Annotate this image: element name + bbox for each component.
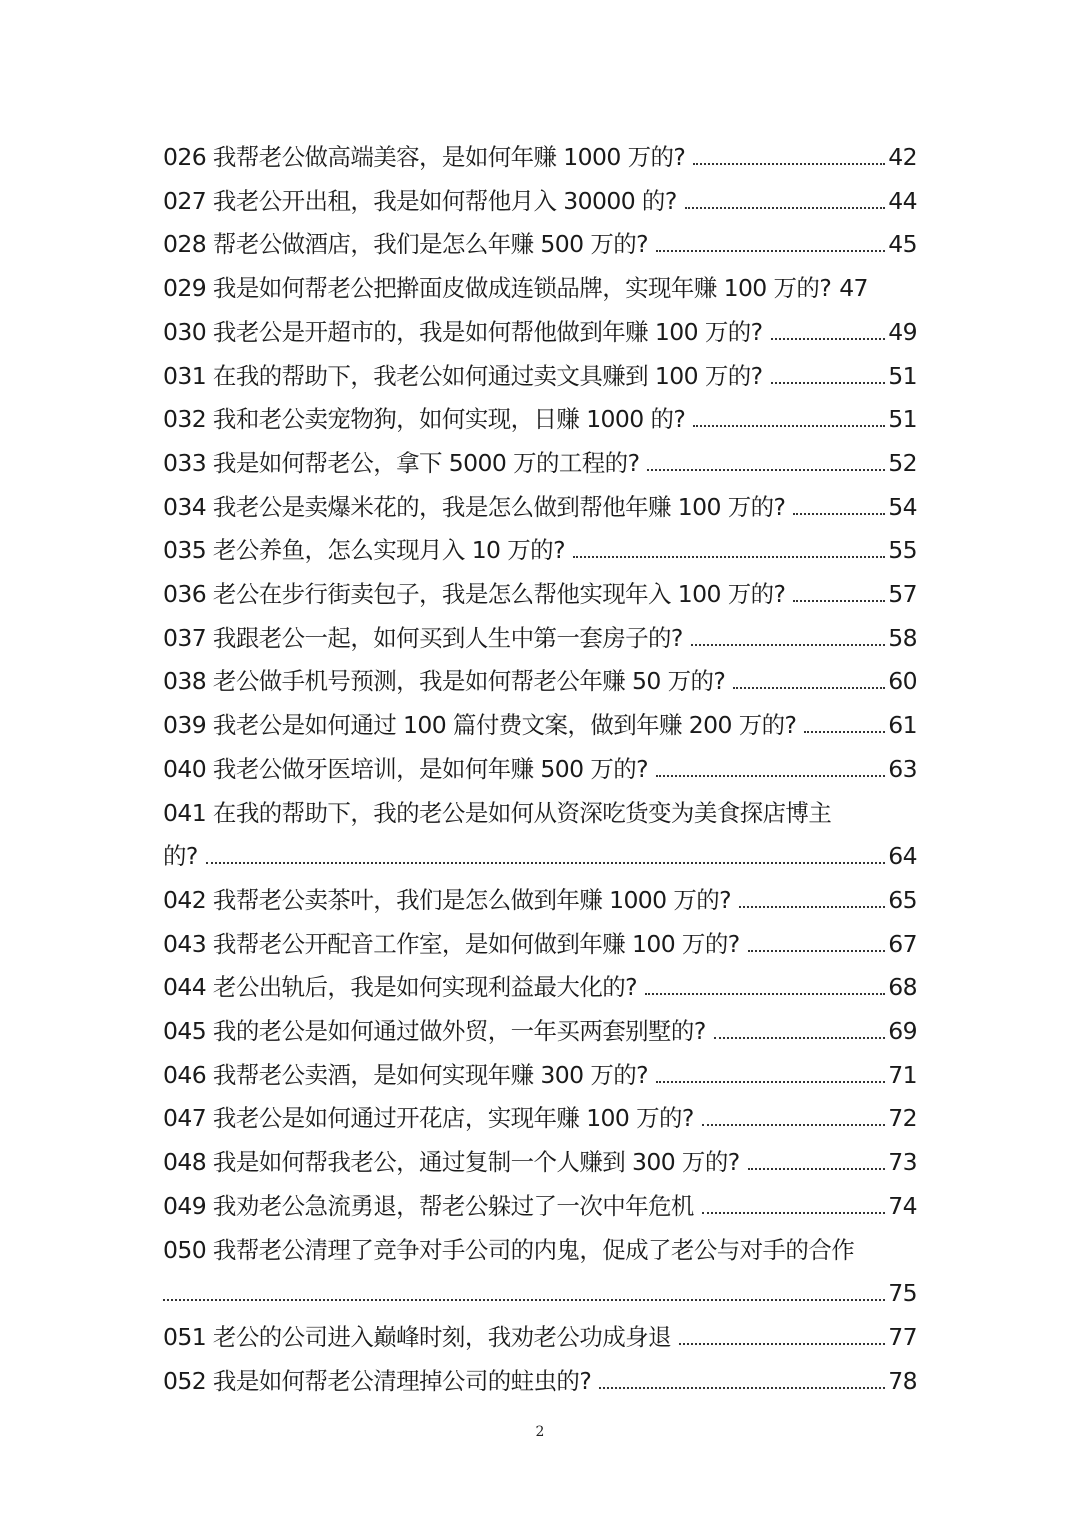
toc-entry[interactable] <box>163 1229 917 1316</box>
toc-entry[interactable] <box>163 1185 917 1229</box>
toc-entry[interactable] <box>163 792 917 879</box>
toc-entry[interactable] <box>163 704 917 748</box>
dot-leader <box>714 1036 886 1039</box>
dot-leader <box>656 774 885 777</box>
dot-leader <box>804 730 885 733</box>
toc-entry[interactable] <box>163 1010 917 1054</box>
toc-entry-title: 036 老公在步行街卖包子，我是怎么帮他实现年入 100 万的? <box>163 580 786 609</box>
dot-leader <box>793 512 885 515</box>
dot-leader <box>793 599 885 602</box>
toc-entry-page: 64 <box>888 842 917 871</box>
toc-entry-title: 026 我帮老公做高端美容，是如何年赚 1000 万的? <box>163 143 686 171</box>
toc-entry[interactable] <box>163 1360 917 1404</box>
toc-entry-title: 048 我是如何帮我老公，通过复制一个人赚到 300 万的? <box>163 1148 740 1177</box>
toc-entry-title: 039 我老公是如何通过 100 篇付费文案，做到年赚 200 万的? <box>163 711 797 740</box>
dot-leader <box>739 905 885 908</box>
toc-entry-page: 65 <box>888 885 917 914</box>
dot-leader <box>771 381 886 384</box>
toc-entry-title: 044 老公出轨后，我是如何实现利益最大化的? <box>163 973 637 1002</box>
toc-entry[interactable] <box>163 660 917 704</box>
dot-leader <box>656 249 885 252</box>
toc-entry-page: 51 <box>888 405 917 434</box>
dot-leader <box>206 861 886 864</box>
toc-entry[interactable] <box>163 573 917 617</box>
toc-entry-title: 046 我帮老公卖酒，是如何实现年赚 300 万的? <box>163 1060 648 1089</box>
toc-entry[interactable] <box>163 180 917 224</box>
toc-entry-page: 54 <box>888 492 917 521</box>
toc-entry-page: 57 <box>888 580 917 609</box>
dot-leader <box>702 1123 886 1126</box>
toc-entry[interactable] <box>163 311 917 355</box>
toc-entry-title: 041 在我的帮助下，我的老公是如何从资深吃货变为美食探店博主 <box>163 798 832 827</box>
toc-entry[interactable] <box>163 617 917 661</box>
toc-entry-page: 78 <box>888 1366 917 1395</box>
dot-leader <box>693 162 885 165</box>
toc-entry-title: 034 我老公是卖爆米花的，我是怎么做到帮他年赚 100 万的? <box>163 492 786 521</box>
dot-leader <box>748 1167 886 1170</box>
toc-entry-title: 040 我老公做牙医培训，是如何年赚 500 万的? <box>163 754 648 783</box>
dot-leader <box>733 686 885 689</box>
toc-entry-page: 77 <box>888 1322 917 1351</box>
dot-leader <box>691 643 886 646</box>
dot-leader <box>645 992 885 995</box>
toc-entry-page: 47 <box>839 274 868 303</box>
toc-entry-page: 75 <box>888 1279 917 1308</box>
toc-entry-title: 032 我和老公卖宠物狗，如何实现，日赚 1000 的? <box>163 405 686 434</box>
toc-entry-title: 049 我劝老公急流勇退，帮老公躲过了一次中年危机 <box>163 1191 694 1220</box>
page-number: 2 <box>535 1424 545 1440</box>
toc-entry-page: 72 <box>888 1104 917 1133</box>
dot-leader <box>656 1080 885 1083</box>
toc-entry-page: 67 <box>888 929 917 958</box>
toc-entry-page: 58 <box>888 623 917 652</box>
toc-entry[interactable] <box>163 136 917 180</box>
toc-entry-title: 052 我是如何帮老公清理掉公司的蛀虫的? <box>163 1366 592 1395</box>
dot-leader <box>573 555 885 558</box>
toc-entry-page: 69 <box>888 1017 917 1046</box>
toc-entry[interactable] <box>163 267 943 311</box>
toc-entry-page: 68 <box>888 973 917 1002</box>
toc-entry[interactable] <box>163 879 917 923</box>
dot-leader <box>599 1386 885 1389</box>
toc-entry-title: 051 老公的公司进入巅峰时刻，我劝老公功成身退 <box>163 1322 671 1351</box>
toc-entry[interactable] <box>163 355 917 399</box>
toc-entry[interactable] <box>163 748 917 792</box>
dot-leader <box>771 337 886 340</box>
dot-leader <box>748 949 886 952</box>
toc-entry-title: 047 我老公是如何通过开花店，实现年赚 100 万的? <box>163 1104 694 1133</box>
toc-entry-title: 043 我帮老公开配音工作室，是如何做到年赚 100 万的? <box>163 929 740 958</box>
dot-leader <box>647 468 885 471</box>
toc-entry-title: 027 我老公开出租，我是如何帮他月入 30000 的? <box>163 186 677 215</box>
dot-leader <box>693 424 885 427</box>
toc-entry-page: 71 <box>888 1060 917 1089</box>
toc-entry-title: 031 在我的帮助下，我老公如何通过卖文具赚到 100 万的? <box>163 361 763 390</box>
toc-entry-page: 61 <box>888 711 917 740</box>
toc-entry[interactable] <box>163 1141 917 1185</box>
table-of-contents <box>163 136 917 1403</box>
toc-entry-page: 51 <box>888 361 917 390</box>
toc-entry-title: 037 我跟老公一起，如何买到人生中第一套房子的? <box>163 623 683 652</box>
toc-entry-page: 44 <box>888 186 917 215</box>
toc-entry-page: 49 <box>888 317 917 346</box>
toc-entry[interactable] <box>163 1097 917 1141</box>
toc-entry-title: 035 老公养鱼，怎么实现月入 10 万的? <box>163 536 565 565</box>
toc-entry-page: 74 <box>888 1191 917 1220</box>
toc-entry-title: 033 我是如何帮老公，拿下 5000 万的工程的? <box>163 448 640 477</box>
toc-entry[interactable] <box>163 223 917 267</box>
toc-entry[interactable] <box>163 442 917 486</box>
toc-entry-title: 045 我的老公是如何通过做外贸，一年买两套别墅的? <box>163 1017 706 1046</box>
toc-entry-title: 038 老公做手机号预测，我是如何帮老公年赚 50 万的? <box>163 667 726 696</box>
dot-leader <box>163 1298 885 1301</box>
dot-leader <box>685 206 886 209</box>
toc-entry[interactable] <box>163 529 917 573</box>
toc-entry-title: 030 我老公是开超市的，我是如何帮他做到年赚 100 万的? <box>163 317 763 346</box>
toc-entry[interactable] <box>163 966 917 1010</box>
dot-leader <box>702 1211 885 1214</box>
toc-entry-title: 050 我帮老公清理了竞争对手公司的内鬼，促成了老公与对手的合作 <box>163 1235 855 1264</box>
toc-entry[interactable] <box>163 1316 917 1360</box>
toc-entry-page: 60 <box>888 667 917 696</box>
toc-entry-page: 42 <box>888 143 917 171</box>
toc-entry-title-continued: 的? <box>163 842 198 871</box>
toc-entry[interactable] <box>163 923 917 967</box>
toc-entry[interactable] <box>163 1054 917 1098</box>
toc-entry-page: 55 <box>888 536 917 565</box>
toc-entry-page: 52 <box>888 448 917 477</box>
toc-entry[interactable] <box>163 486 917 530</box>
toc-entry-title: 042 我帮老公卖茶叶，我们是怎么做到年赚 1000 万的? <box>163 885 732 914</box>
toc-entry-page: 63 <box>888 754 917 783</box>
toc-entry-page: 45 <box>888 230 917 259</box>
toc-entry-title: 028 帮老公做酒店，我们是怎么年赚 500 万的? <box>163 230 648 259</box>
toc-entry[interactable] <box>163 398 917 442</box>
toc-entry-page: 73 <box>888 1148 917 1177</box>
dot-leader <box>679 1342 885 1345</box>
toc-entry-title: 029 我是如何帮老公把擀面皮做成连锁品牌，实现年赚 100 万的? <box>163 274 832 303</box>
